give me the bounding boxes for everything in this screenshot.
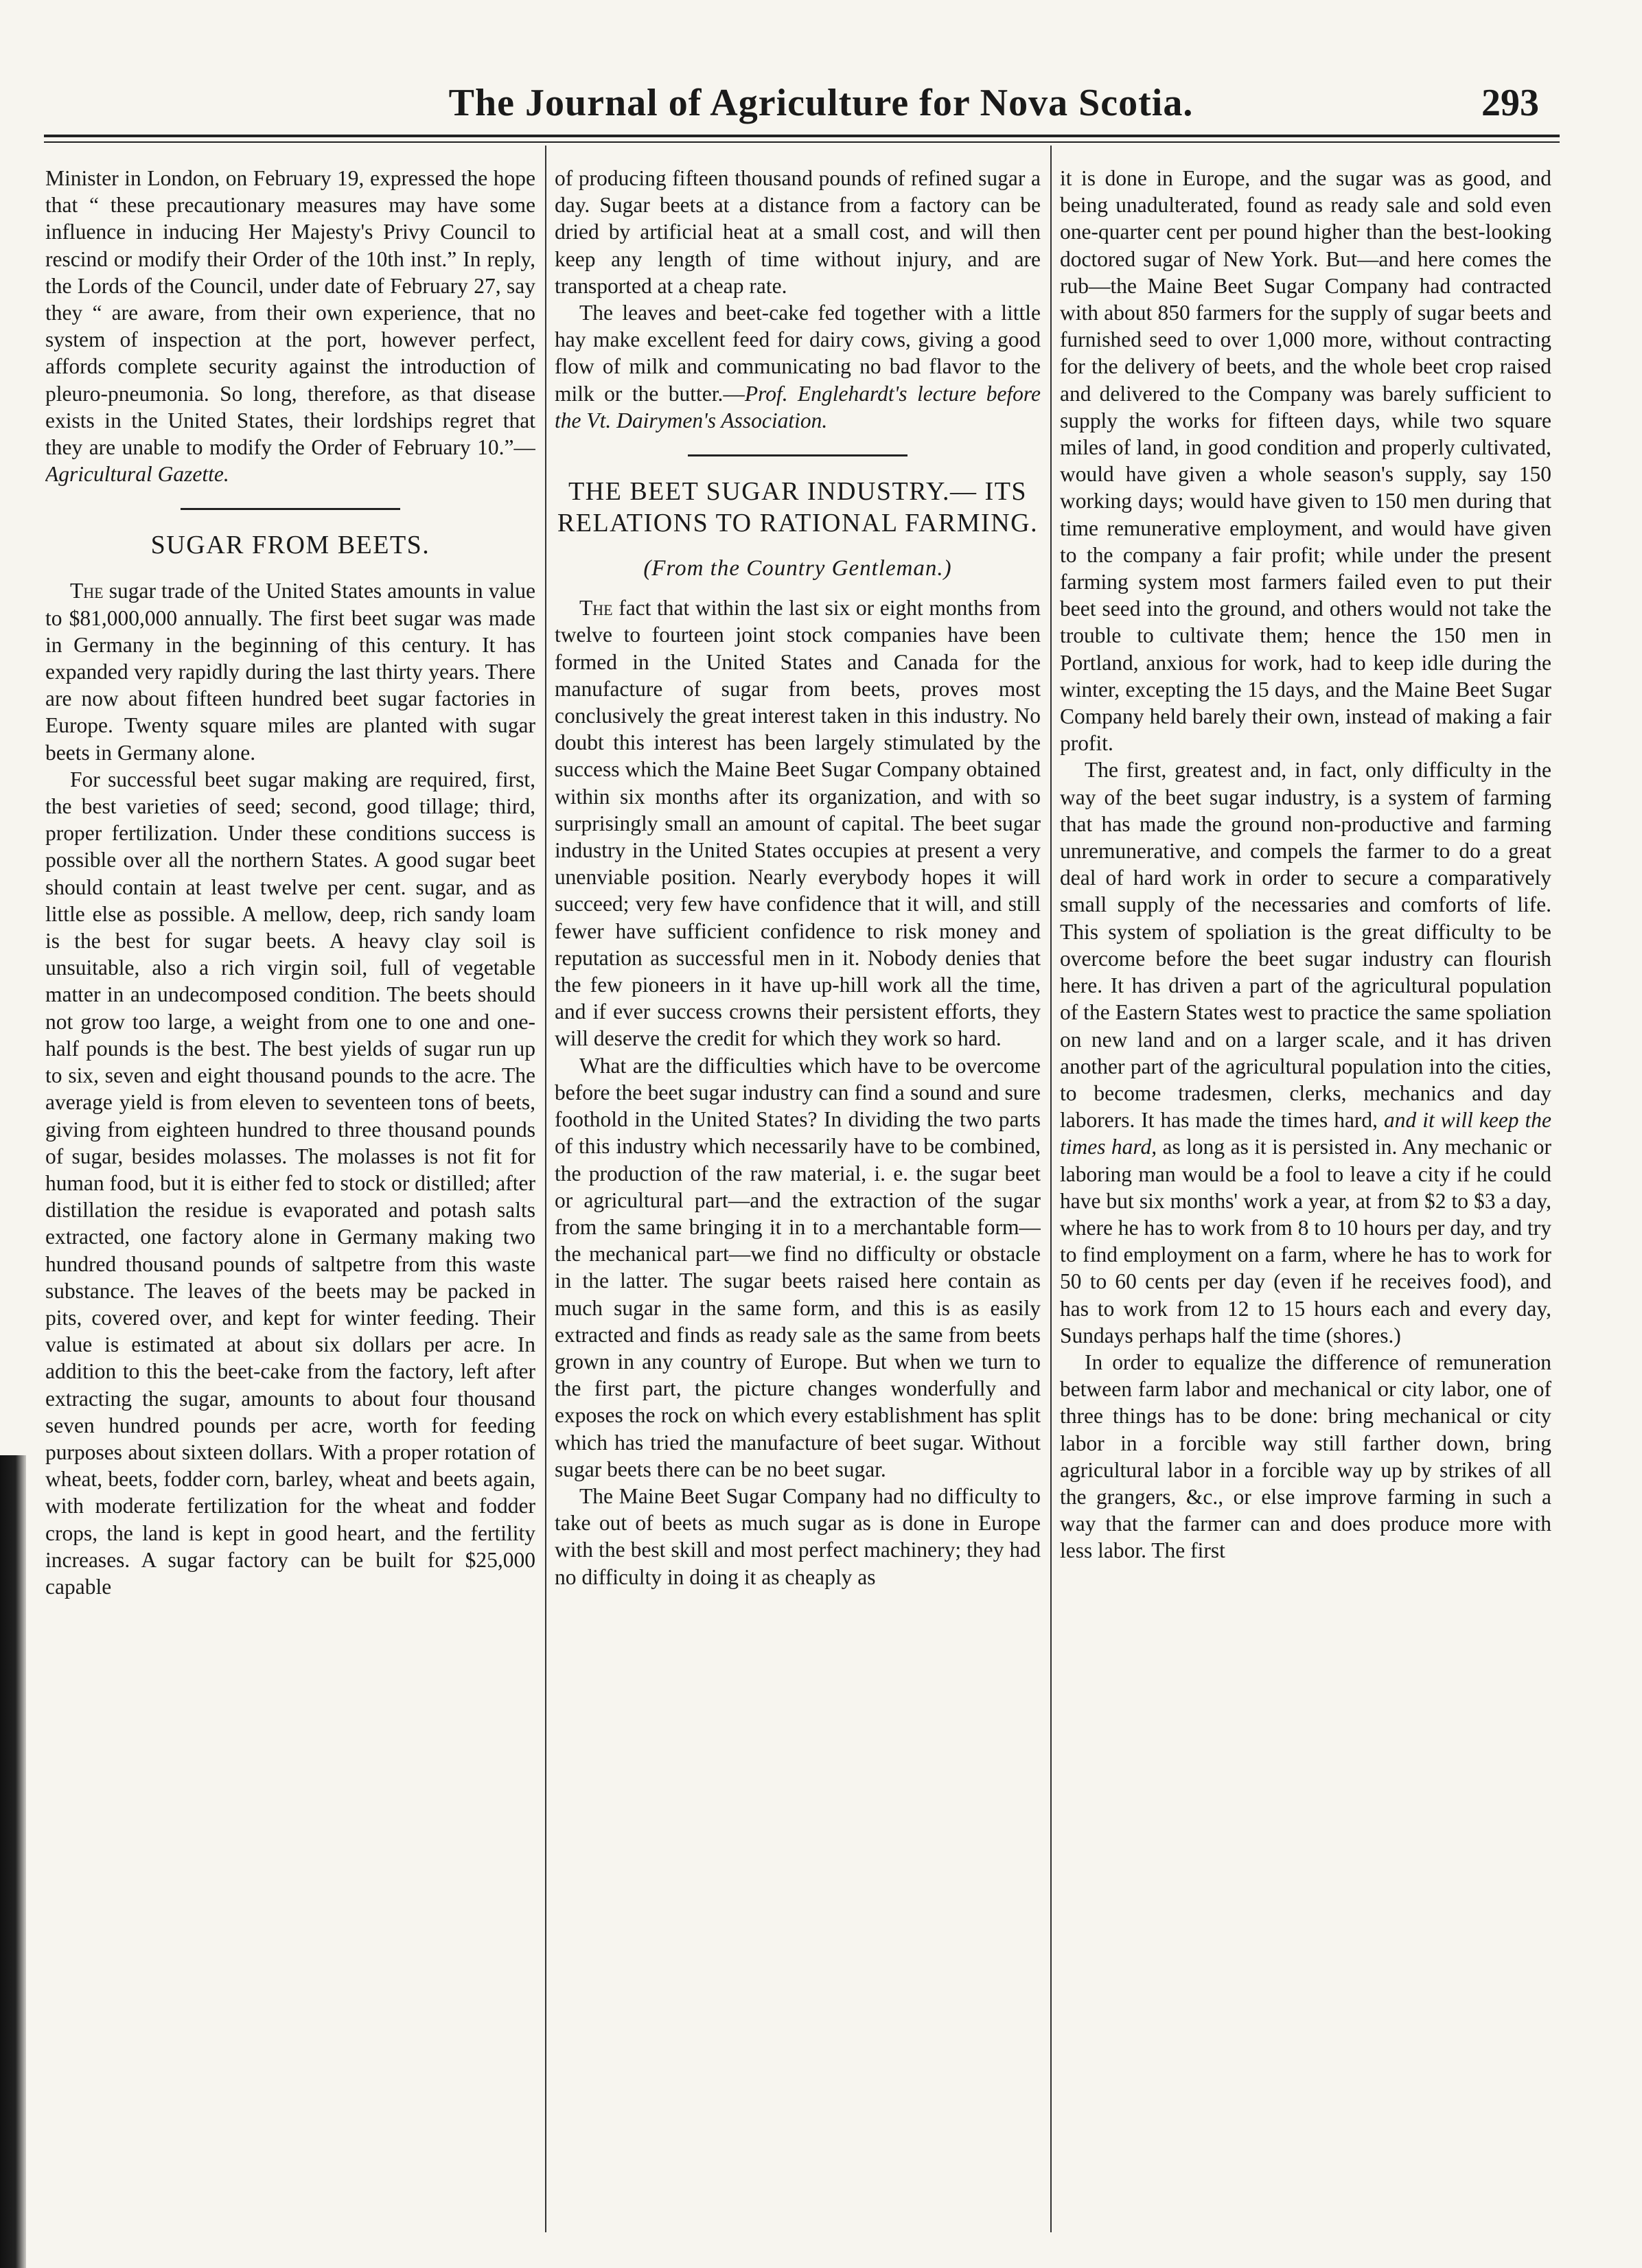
paragraph-text: as long as it is persisted in. Any mechanic or laboring man would be a fool to leave a city if he could have but six months' work a year, at from $2 to $3 a day, where he has to work from 8 to 10 hours per day, and try to find employment on a farm, where he has to work for 50 to 60 cents per day (even if he receives food), and has to work from 12 to 15 hours each and every day, Sundays perhaps half the time (shores.) (1060, 1135, 1551, 1347)
emphasis-text: and it will keep the times hard, (1060, 1108, 1551, 1159)
journal-title: The Journal of Agriculture for Nova Scotia. (448, 82, 1194, 124)
article-separator (181, 508, 400, 510)
article-separator (688, 454, 907, 456)
article-heading-sugar-from-beets: SUGAR FROM BEETS. (150, 531, 430, 560)
column-rule-1 (545, 146, 546, 2232)
article-paragraph (45, 577, 535, 765)
article-paragraph (555, 594, 1041, 1052)
binding-shadow (0, 1455, 26, 2268)
header-rule (44, 135, 1560, 143)
page-number: 293 (1481, 82, 1539, 124)
article-paragraph: The Maine Beet Sugar Company had no difficulty to take out of beets as much sugar as is done in Europe with the best skill and most perfect machinery; they had no difficulty in doing it as cheaply as (555, 1483, 1041, 1589)
lead-word: The (579, 596, 613, 621)
article-byline: (From the Country Gentleman.) (643, 556, 952, 581)
paragraph-text: fact that within the last six or eight months from twelve to fourteen joint stock companies have been formed in the United States and Canada for the manufacture of sugar from beets, proves most conclusively the great interest taken in this industry. No doubt this interest has been largely stimulated by the success which the Maine Beet Sugar Company obtained within six months after its organization, and with so surprisingly small an amount of capital. The beet sugar industry in the United States occupies at present a very unenviable position. Nearly everybody hopes it will succeed; very few have confidence that it will, and still fewer have sufficient confidence to risk money and reputation as successful men in it. Nobody denies that the few pioneers in it have up-hill work all the time, and if ever success crowns their persistent efforts, they will deserve the credit for which they work so hard. (555, 596, 1041, 1051)
article-paragraph: What are the difficulties which have to be overcome before the beet sugar industry can find a sound and sure foothold in the United States? In dividing the two parts of this industry which necessarily have to be combined, the production of the raw material, i. e. the sugar beet or agricultural part—and the extraction of the sugar from the same bringing it in to a merchantable form—the mechanical part—we find no difficulty or obstacle in the latter. The sugar beets raised here contain as much sugar in the same form, and this is as easily extracted and finds as ready sale as the same from beets grown in any country of Europe. But when we turn to the first part, the picture changes wonderfully and exposes the rock on which every establishment has split which has tried the manufacture of beet sugar. Without sugar beets there can be no beet sugar. (555, 1053, 1041, 1481)
column-rule-2 (1050, 146, 1052, 2232)
column-right (1060, 165, 1551, 2238)
continued-paragraph (45, 165, 535, 487)
source-credit: Agricultural Gazette. (45, 462, 229, 487)
article-paragraph (555, 299, 1041, 434)
article-heading-beet-sugar-industry: THE BEET SUGAR INDUSTRY.— ITS RELATIONS TO RATIONAL FARMING. (557, 477, 1039, 538)
column-middle (555, 165, 1041, 2238)
paragraph-text: Minister in London, on February 19, expressed the hope that “ these precautionary measures may have some influence in inducing Her Majesty's Privy Council to rescind or modify their Order of the 10th inst.” In reply, the Lords of the Council, under date of February 27, say they “ are aware, from their own experience, that no system of inspection at the port, however perfect, affords complete security against the introduction of pleuro-pneumonia. So long, therefore, as that disease exists in the United States, their lordships regret that they are unable to modify the Order of February 10.”— (45, 166, 535, 460)
article-paragraph: For successful beet sugar making are required, first, the best varieties of seed; second, good tillage; third, proper fertilization. Under these conditions success is possible over all the northern States. A good sugar beet should contain at least twelve per cent. sugar, and as little else as possible. A mellow, deep, rich sandy loam is the best for sugar beets. A heavy clay soil is unsuitable, also a rich virgin soil, full of vegetable matter in an undecomposed condition. The beets should not grow too large, a weight from one to one and one-half pounds is the best. The best yields of sugar run up to six, seven and eight thousand pounds to the acre. The average yield is from eleven to seventeen tons of beets, giving from eighteen hundred to three thousand pounds of sugar, besides molasses. The molasses is not fit for human food, but it is either fed to stock or distilled; after distillation the residue is evaporated and potash salts extracted, one factory alone in Germany making two hundred thousand pounds of saltpetre from this waste substance. The leaves of the beets may be packed in pits, covered over, and kept for winter feeding. Their value is estimated at about six dollars per acre. In addition to this the beet-cake from the factory, left after extracting the sugar, amounts to about four thousand seven hundred pounds per acre, worth for feeding purposes about sixteen dollars. With a proper rotation of wheat, beets, fodder corn, barley, wheat and beets again, with moderate fertilization for the wheat and fodder crops, the land is kept in good heart, and the fertility increases. A sugar factory can be built for $25,000 capable (45, 767, 535, 1599)
paragraph-text: The leaves and beet-cake fed together with a little hay make excellent feed for dairy cows, giving a good flow of milk and communicating no bad flavor to the milk or the butter.— (555, 301, 1041, 406)
column-left (45, 165, 535, 2238)
paragraph-text: The first, greatest and, in fact, only difficulty in the way of the beet sugar industry, is a system of farming that has made the ground non-productive and farming unremunerative, and compels the farmer to do a great deal of hard work in order to secure a comparatively small supply of the necessaries and comforts of life. This system of spoliation is the great difficulty to be overcome before the beet sugar industry can flourish here. It has driven a part of the agricultural population of the Eastern States west to practice the same spoliation on new land and on a larger scale, and it has driven another part of the agricultural population into the cities, to become tradesmen, clerks, mechanics and day laborers. It has made the times hard, (1060, 758, 1551, 1133)
lead-word: The (70, 579, 104, 603)
continued-paragraph: it is done in Europe, and the sugar was as good, and being unadulterated, found as ready sale and sold even one-quarter cent per pound higher than the best-looking doctored sugar of New York. But—and here comes the rub—the Maine Beet Sugar Company had contracted with about 850 farmers for the supply of sugar beets and furnished seed to over 1,000 more, without contracting for the delivery of beets, and the whole beet crop raised and delivered to the Company was barely sufficient to supply the works for fifteen days, while two square miles of land, in good condition and properly cultivated, would have given a whole season's supply, say 150 working days; would have given to 150 men during that time remunerative employment, and would have given to the company a fair profit; while under the present farming system most farmers failed even to put their beet seed into the ground, and others would not take the trouble to cultivate them; hence the 150 men in Portland, anxious for work, had to keep idle during the winter, excepting the 15 days, and the Maine Beet Sugar Company held barely their own, instead of making a fair profit. (1060, 166, 1551, 756)
article-paragraph (1060, 756, 1551, 1348)
continued-paragraph: of producing fifteen thousand pounds of refined sugar a day. Sugar beets at a distance from a factory can be dried by artificial heat at a small cost, and will then keep any length of time without injury, and are transported at a cheap rate. (555, 166, 1041, 298)
article-paragraph: In order to equalize the difference of remuneration between farm labor and mechanical or city labor, one of three things has to be done: bring mechanical or city labor in a forcible way still farther down, bring agricultural labor in a forcible way up by strikes of all the grangers, &c., or else improve farming in such a way that the farmer can and does produce more with less labor. The first (1060, 1350, 1551, 1563)
paragraph-text: sugar trade of the United States amounts in value to $81,000,000 annually. The first beet sugar was made in Germany in the beginning of this century. It has expanded very rapidly during the last thirty years. There are now about fifteen hundred beet sugar factories in Europe. Twenty square miles are planted with sugar beets in Germany alone. (45, 579, 535, 765)
source-credit: Prof. Englehardt's lecture before the Vt. Dairymen's Association. (555, 381, 1041, 432)
